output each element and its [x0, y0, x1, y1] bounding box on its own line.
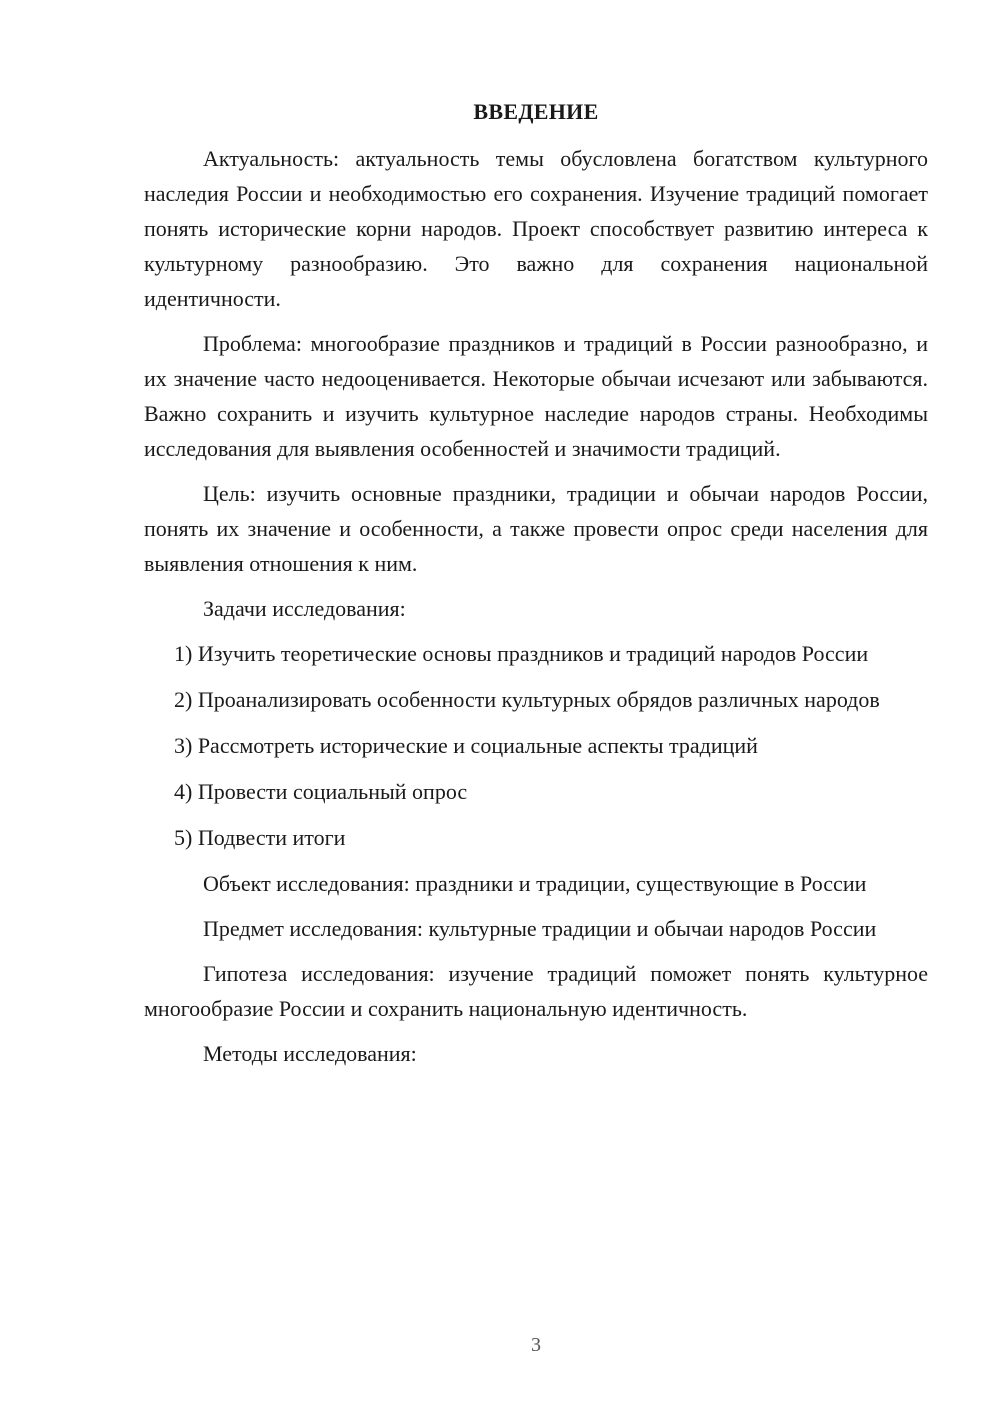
paragraph-relevance: Актуальность: актуальность темы обусловлена богатством культурного наследия России и необходимостью его сохранения. Изучение традиций помогает понять исторические корни народов. Проект способствует развитию интереса к культурному разнообразию. Это важно для сохранения национальной идентичности.: [144, 146, 928, 311]
paragraph-object: Объект исследования: праздники и традиции, существующие в России: [203, 871, 867, 896]
page-title: ВВЕДЕНИЕ: [473, 99, 599, 124]
page-number: 3: [531, 1334, 541, 1356]
paragraph-goal: Цель: изучить основные праздники, традиции и обычаи народов России, понять их значение и особенности, а также провести опрос среди населения для выявления отношения к ним.: [144, 481, 928, 576]
paragraph-problem: Проблема: многообразие праздников и традиций в России разнообразно, и их значение часто недооценивается. Некоторые обычаи исчезают или забываются. Важно сохранить и изучить культурное наследие народов страны. Необходимы исследования для выявления особенностей и значимости традиций.: [144, 331, 928, 461]
task-item-1: 1) Изучить теоретические основы праздников и традиций народов России: [174, 641, 869, 666]
tasks-heading: Задачи исследования:: [203, 596, 406, 621]
paragraph-subject: Предмет исследования: культурные традиции и обычаи народов России: [203, 916, 877, 941]
methods-heading: Методы исследования:: [203, 1041, 417, 1066]
task-item-4: 4) Провести социальный опрос: [174, 779, 468, 804]
task-item-5: 5) Подвести итоги: [174, 825, 346, 850]
paragraph-hypothesis: Гипотеза исследования: изучение традиций поможет понять культурное многообразие России и сохранить национальную идентичность.: [144, 961, 928, 1021]
document-page: [144, 94, 928, 1081]
task-item-2: 2) Проанализировать особенности культурных обрядов различных народов: [174, 687, 880, 712]
task-item-3: 3) Рассмотреть исторические и социальные аспекты традиций: [174, 733, 758, 758]
